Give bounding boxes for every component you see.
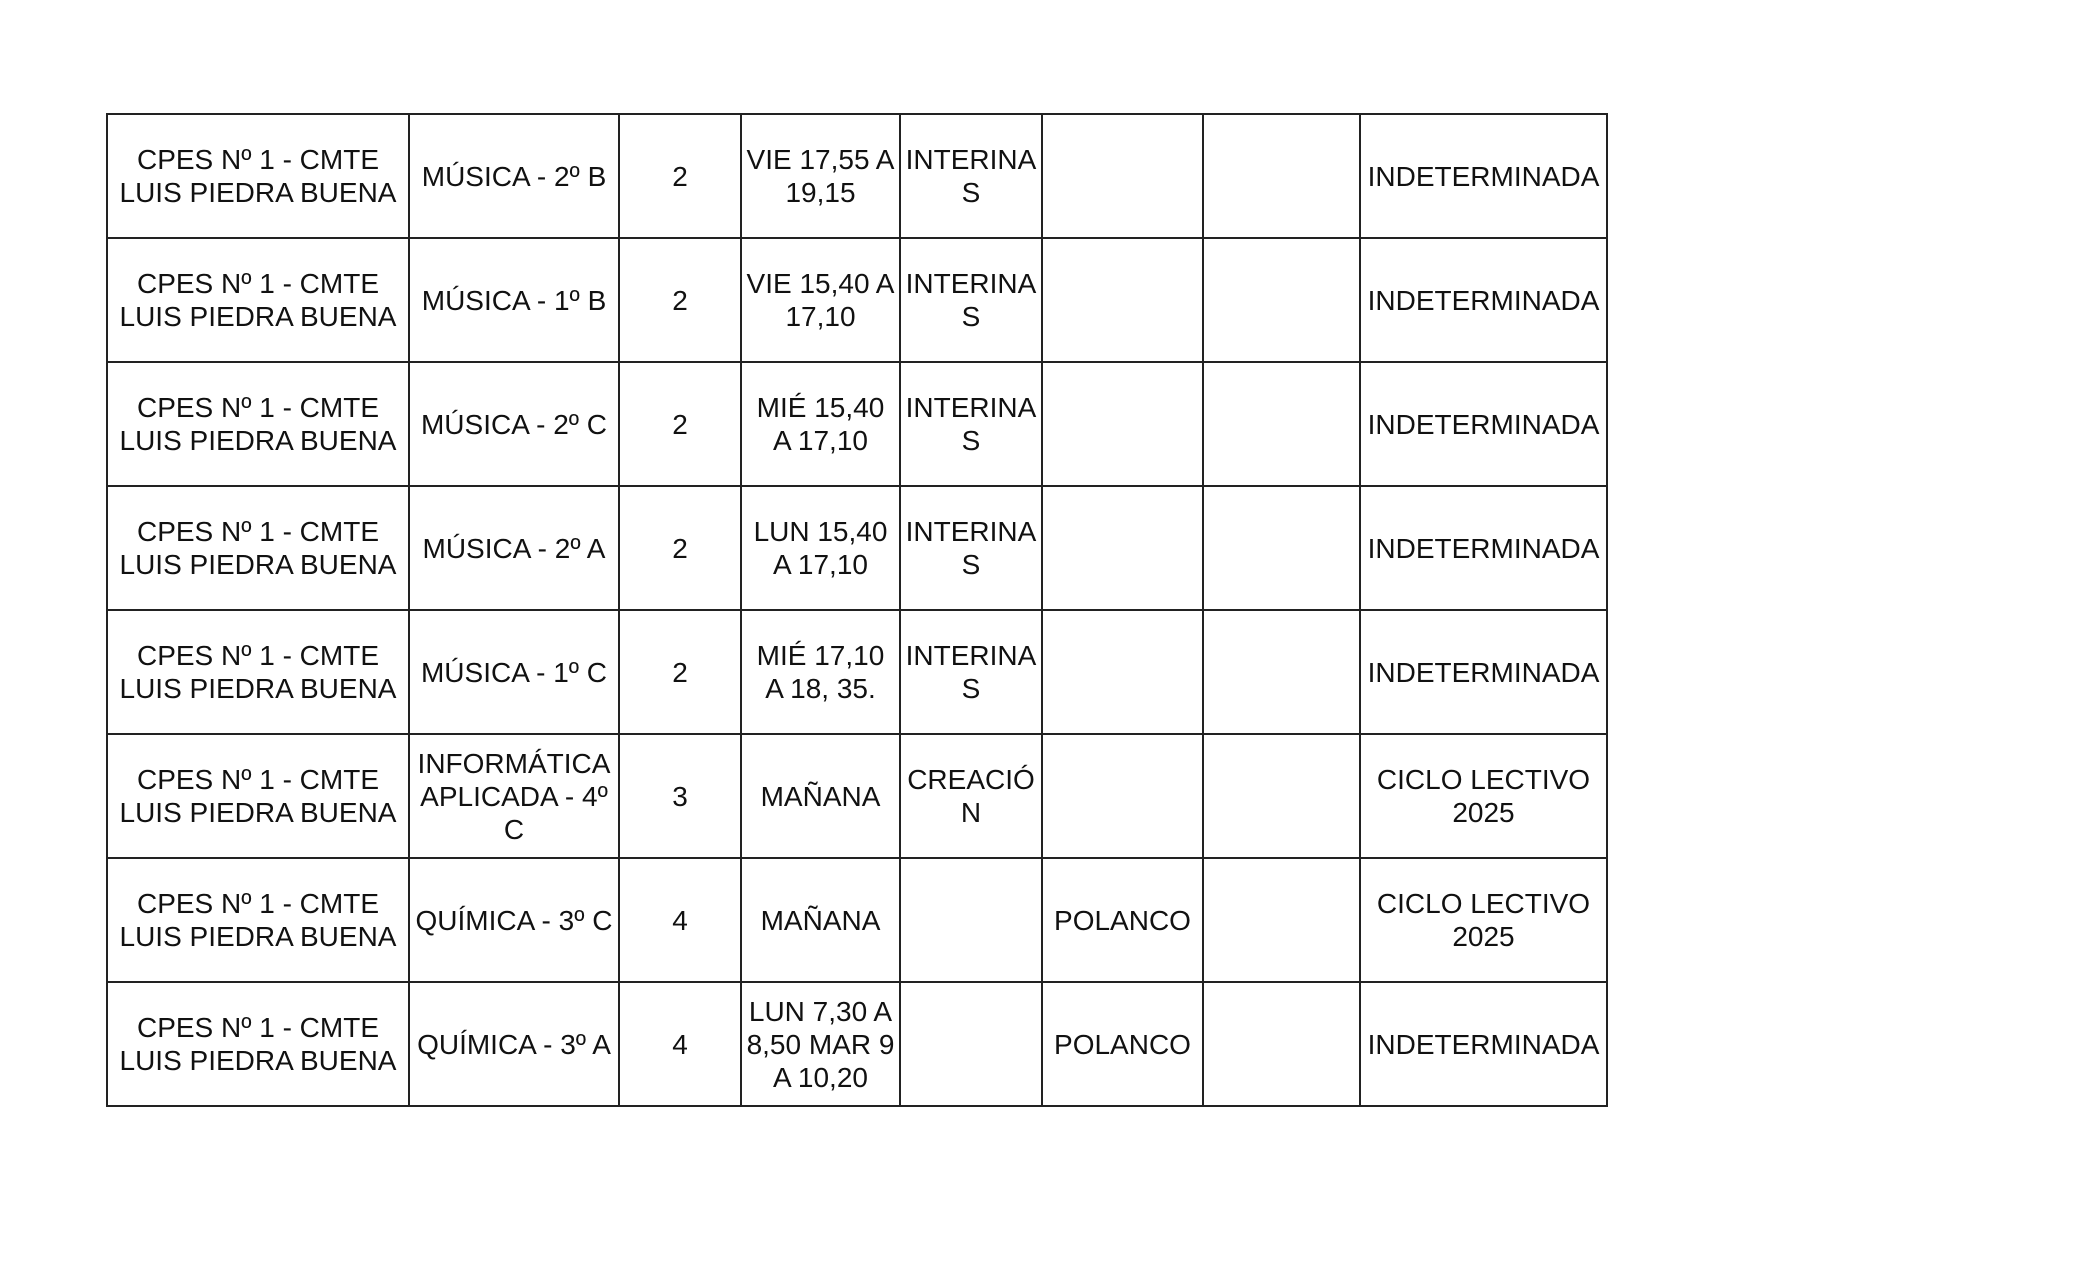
schedule-cell: MIÉ 15,40 A 17,10 (741, 362, 900, 486)
extra-cell (1203, 486, 1360, 610)
table-row (107, 362, 1607, 486)
schedule-cell: VIE 17,55 A 19,15 (741, 114, 900, 238)
schedule-cell: LUN 7,30 A 8,50 MAR 9 A 10,20 (741, 982, 900, 1106)
duration-cell: INDETERMINADA (1360, 362, 1607, 486)
duration-cell: CICLO LECTIVO 2025 (1360, 734, 1607, 858)
school-cell: CPES Nº 1 - CMTE LUIS PIEDRA BUENA (107, 486, 409, 610)
subject-cell: MÚSICA - 2º A (409, 486, 619, 610)
table-row (107, 982, 1607, 1106)
subject-cell: MÚSICA - 1º B (409, 238, 619, 362)
school-cell: CPES Nº 1 - CMTE LUIS PIEDRA BUENA (107, 734, 409, 858)
duration-cell: CICLO LECTIVO 2025 (1360, 858, 1607, 982)
hours-cell: 2 (619, 114, 741, 238)
place-cell (1042, 238, 1203, 362)
subject-cell: INFORMÁTICA APLICADA - 4º C (409, 734, 619, 858)
hours-cell: 2 (619, 238, 741, 362)
schedule-cell: VIE 15,40 A 17,10 (741, 238, 900, 362)
duration-cell: INDETERMINADA (1360, 982, 1607, 1106)
school-cell: CPES Nº 1 - CMTE LUIS PIEDRA BUENA (107, 858, 409, 982)
school-cell: CPES Nº 1 - CMTE LUIS PIEDRA BUENA (107, 982, 409, 1106)
subject-cell: QUÍMICA - 3º C (409, 858, 619, 982)
place-cell (1042, 114, 1203, 238)
hours-cell: 2 (619, 610, 741, 734)
extra-cell (1203, 734, 1360, 858)
extra-cell (1203, 610, 1360, 734)
schedule-cell: MIÉ 17,10 A 18, 35. (741, 610, 900, 734)
schedule-cell: LUN 15,40 A 17,10 (741, 486, 900, 610)
extra-cell (1203, 982, 1360, 1106)
duration-cell: INDETERMINADA (1360, 238, 1607, 362)
subject-cell: MÚSICA - 2º B (409, 114, 619, 238)
hours-cell: 2 (619, 362, 741, 486)
subject-cell: QUÍMICA - 3º A (409, 982, 619, 1106)
hours-cell: 2 (619, 486, 741, 610)
status-cell: INTERINAS (900, 362, 1042, 486)
vacancies-table (106, 113, 1608, 1107)
place-cell: POLANCO (1042, 858, 1203, 982)
place-cell (1042, 734, 1203, 858)
duration-cell: INDETERMINADA (1360, 114, 1607, 238)
subject-cell: MÚSICA - 2º C (409, 362, 619, 486)
status-cell: INTERINAS (900, 486, 1042, 610)
extra-cell (1203, 362, 1360, 486)
document-sheet (106, 113, 1608, 1107)
status-cell: INTERINAS (900, 114, 1042, 238)
hours-cell: 4 (619, 982, 741, 1106)
schedule-cell: MAÑANA (741, 734, 900, 858)
status-cell: INTERINAS (900, 610, 1042, 734)
hours-cell: 3 (619, 734, 741, 858)
table-row (107, 610, 1607, 734)
table-row (107, 114, 1607, 238)
schedule-cell: MAÑANA (741, 858, 900, 982)
extra-cell (1203, 238, 1360, 362)
place-cell (1042, 610, 1203, 734)
school-cell: CPES Nº 1 - CMTE LUIS PIEDRA BUENA (107, 610, 409, 734)
table-row (107, 734, 1607, 858)
status-cell: INTERINAS (900, 238, 1042, 362)
hours-cell: 4 (619, 858, 741, 982)
table-row (107, 486, 1607, 610)
duration-cell: INDETERMINADA (1360, 610, 1607, 734)
status-cell (900, 858, 1042, 982)
table-row (107, 858, 1607, 982)
extra-cell (1203, 114, 1360, 238)
table-row (107, 238, 1607, 362)
duration-cell: INDETERMINADA (1360, 486, 1607, 610)
extra-cell (1203, 858, 1360, 982)
status-cell: CREACIÓN (900, 734, 1042, 858)
place-cell: POLANCO (1042, 982, 1203, 1106)
place-cell (1042, 486, 1203, 610)
school-cell: CPES Nº 1 - CMTE LUIS PIEDRA BUENA (107, 362, 409, 486)
place-cell (1042, 362, 1203, 486)
status-cell (900, 982, 1042, 1106)
school-cell: CPES Nº 1 - CMTE LUIS PIEDRA BUENA (107, 238, 409, 362)
school-cell: CPES Nº 1 - CMTE LUIS PIEDRA BUENA (107, 114, 409, 238)
subject-cell: MÚSICA - 1º C (409, 610, 619, 734)
